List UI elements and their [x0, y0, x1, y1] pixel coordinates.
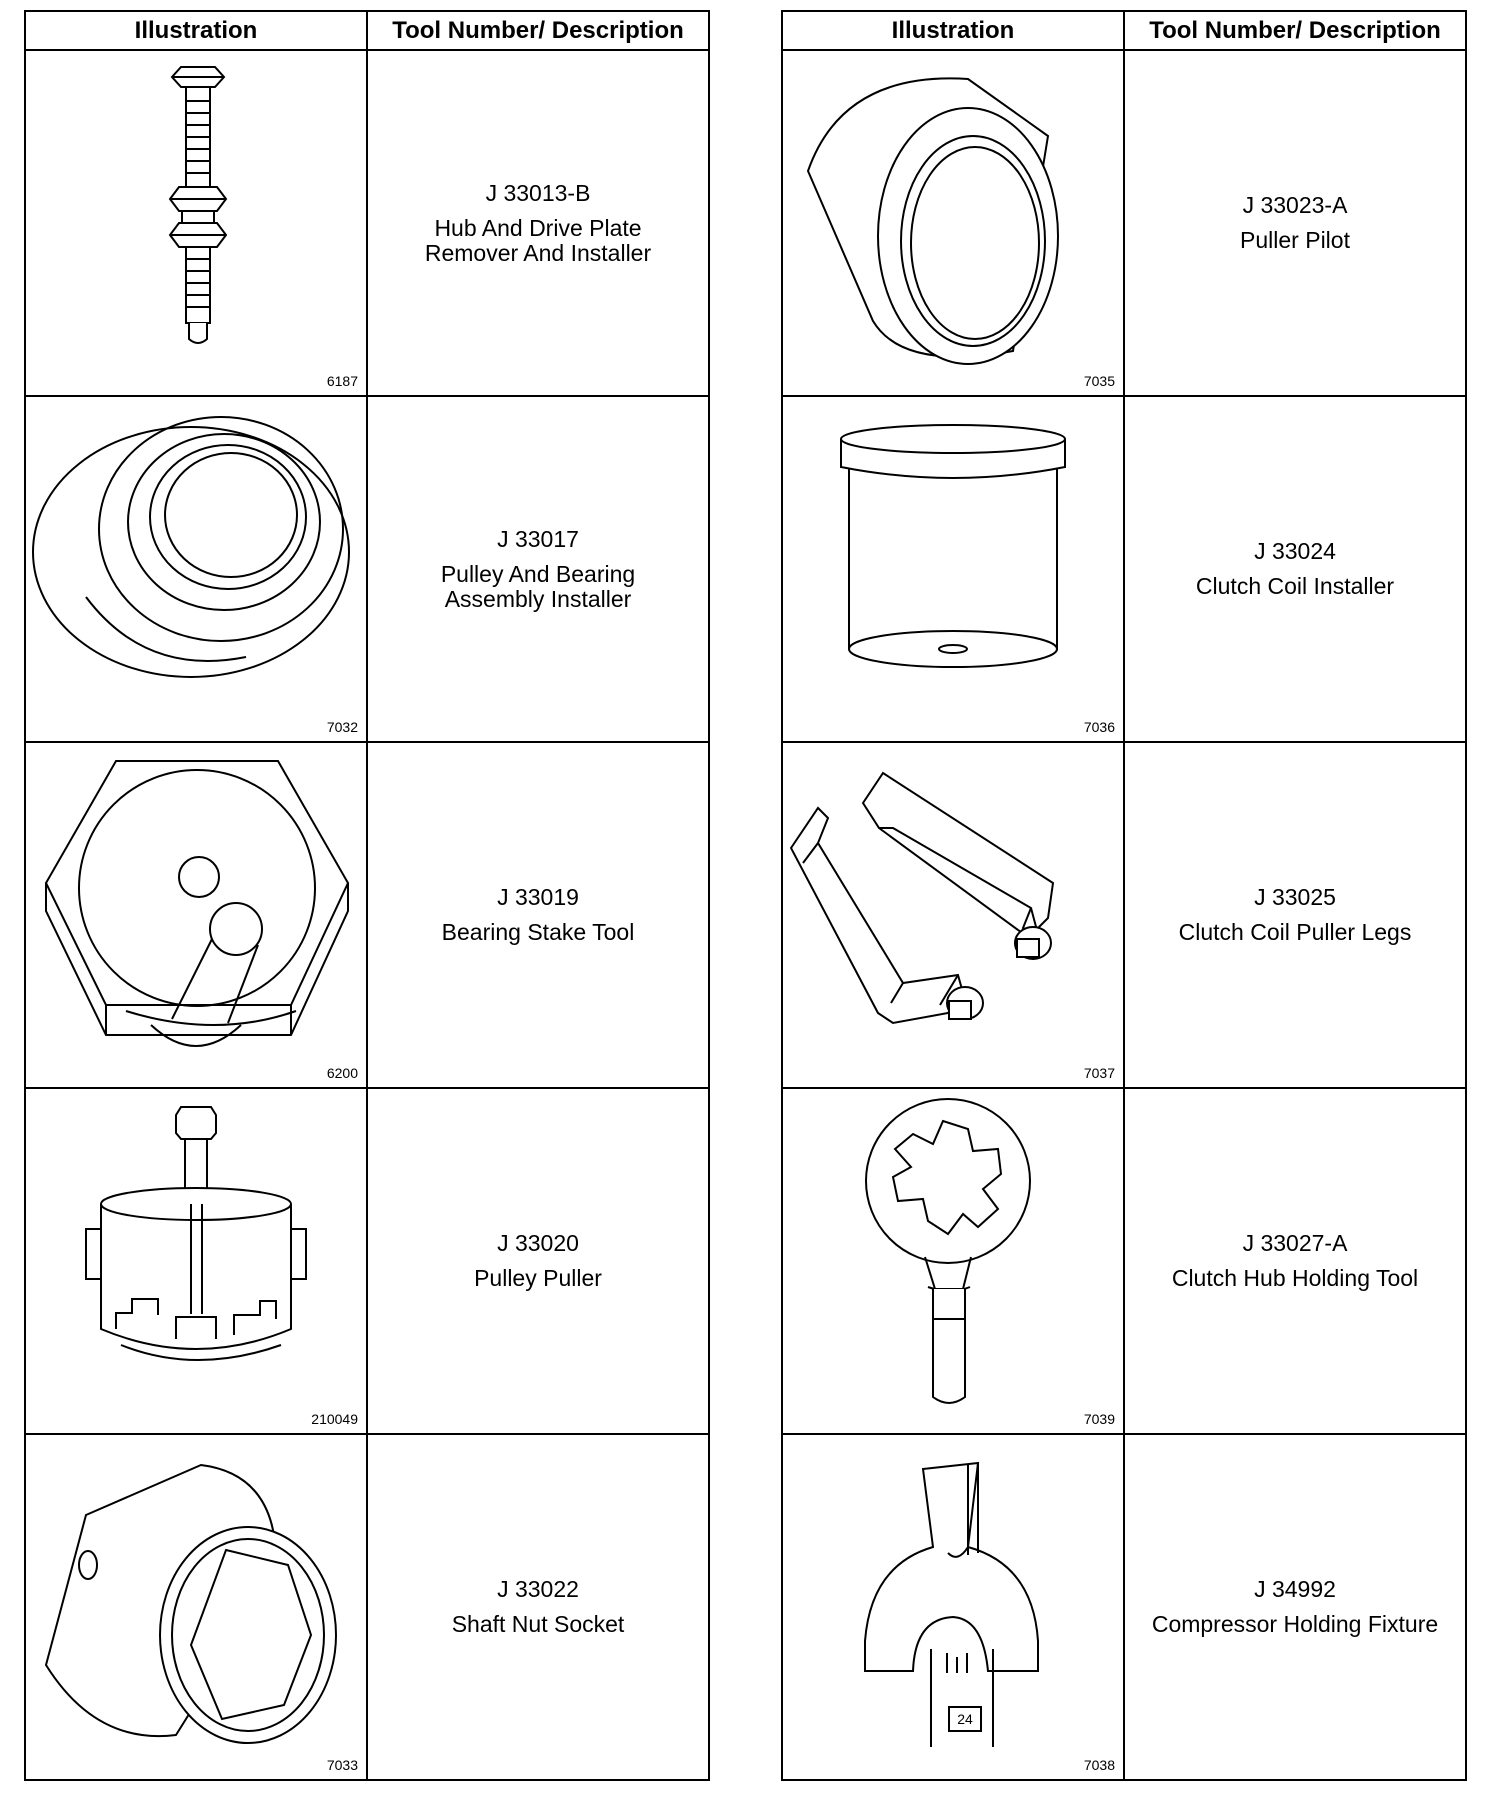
pulley-bearing-installer-icon: [26, 397, 368, 741]
illustration-cell: [782, 1088, 1124, 1434]
table-header-row: [782, 11, 1466, 50]
figure-number: 6200: [326, 1065, 358, 1081]
table-row: [25, 50, 709, 396]
figure-number: 6187: [326, 373, 358, 389]
table-row: [25, 742, 709, 1088]
tool-number: J 33020: [497, 1230, 579, 1256]
tool-number: J 33022: [497, 1576, 579, 1602]
description-cell: [1124, 396, 1466, 742]
tool-description: Clutch Hub Holding Tool: [1171, 1265, 1419, 1291]
table-row: [25, 1434, 709, 1780]
table-row: [782, 1088, 1466, 1434]
illustration-cell: [782, 50, 1124, 396]
figure-number: 7038: [1083, 1757, 1115, 1773]
description-cell: [367, 1088, 709, 1434]
figure-number: 7036: [1083, 719, 1115, 735]
tool-description: Hub And Drive Plate Remover And Installer: [424, 214, 652, 266]
illustration-cell: [25, 396, 367, 742]
tool-description: Clutch Coil Puller Legs: [1178, 919, 1412, 945]
figure-number: 210049: [311, 1411, 358, 1427]
clutch-coil-puller-legs-icon: [783, 743, 1125, 1087]
description-cell: [1124, 50, 1466, 396]
table-row: [782, 50, 1466, 396]
figure-number: 7039: [1083, 1411, 1115, 1427]
tool-number: J 33025: [1254, 884, 1336, 910]
figure-number: 7037: [1083, 1065, 1115, 1081]
illustration-cell: [782, 742, 1124, 1088]
figure-number: 7035: [1083, 373, 1115, 389]
clutch-coil-installer-icon: [783, 397, 1125, 741]
clutch-hub-holding-tool-icon: [783, 1089, 1125, 1433]
tool-description: Pulley And Bearing Assembly Installer: [440, 560, 636, 612]
tool-table-right: [781, 10, 1467, 1781]
illustration-cell: [25, 50, 367, 396]
tool-description: Puller Pilot: [1240, 227, 1350, 253]
tool-description: Pulley Puller: [474, 1265, 602, 1291]
hub-drive-plate-remover-icon: [26, 51, 368, 395]
illustration-column-header: Illustration: [25, 11, 367, 50]
compressor-holding-fixture-icon: [783, 1435, 1125, 1779]
illustration-cell: [25, 1088, 367, 1434]
description-cell: [1124, 1088, 1466, 1434]
table-row: [782, 1434, 1466, 1780]
description-cell: [367, 396, 709, 742]
tool-number: J 34992: [1254, 1576, 1336, 1602]
tool-description: Shaft Nut Socket: [451, 1611, 625, 1637]
tool-description: Clutch Coil Installer: [1195, 573, 1395, 599]
tool-number: J 33024: [1254, 538, 1336, 564]
table-header-row: [25, 11, 709, 50]
tool-description: Compressor Holding Fixture: [1151, 1611, 1439, 1637]
tool-number: J 33023-A: [1242, 192, 1348, 218]
bearing-stake-tool-icon: [26, 743, 368, 1087]
illustration-column-header: Illustration: [782, 11, 1124, 50]
illustration-cell: [25, 742, 367, 1088]
table-row: [25, 396, 709, 742]
description-column-header: Tool Number/ Description: [367, 11, 709, 50]
tool-number: J 33019: [497, 884, 579, 910]
table-row: [782, 742, 1466, 1088]
table-row: [782, 396, 1466, 742]
table-row: [25, 1088, 709, 1434]
figure-number: 7033: [326, 1757, 358, 1773]
tool-number: J 33027-A: [1242, 1230, 1348, 1256]
description-column-header: Tool Number/ Description: [1124, 11, 1466, 50]
illustration-cell: [782, 396, 1124, 742]
puller-pilot-icon: [783, 51, 1125, 395]
description-cell: [1124, 1434, 1466, 1780]
description-cell: [367, 1434, 709, 1780]
figure-number: 7032: [326, 719, 358, 735]
description-cell: [1124, 742, 1466, 1088]
description-cell: [367, 50, 709, 396]
tool-table-left: [24, 10, 710, 1781]
tool-number: J 33013-B: [485, 179, 591, 206]
fixture-label: 24: [957, 1711, 973, 1727]
description-cell: [367, 742, 709, 1088]
tool-description: Bearing Stake Tool: [441, 919, 635, 945]
illustration-cell: [782, 1434, 1124, 1780]
pulley-puller-icon: [26, 1089, 368, 1433]
shaft-nut-socket-icon: [26, 1435, 368, 1779]
tool-number: J 33017: [497, 525, 579, 552]
illustration-cell: [25, 1434, 367, 1780]
